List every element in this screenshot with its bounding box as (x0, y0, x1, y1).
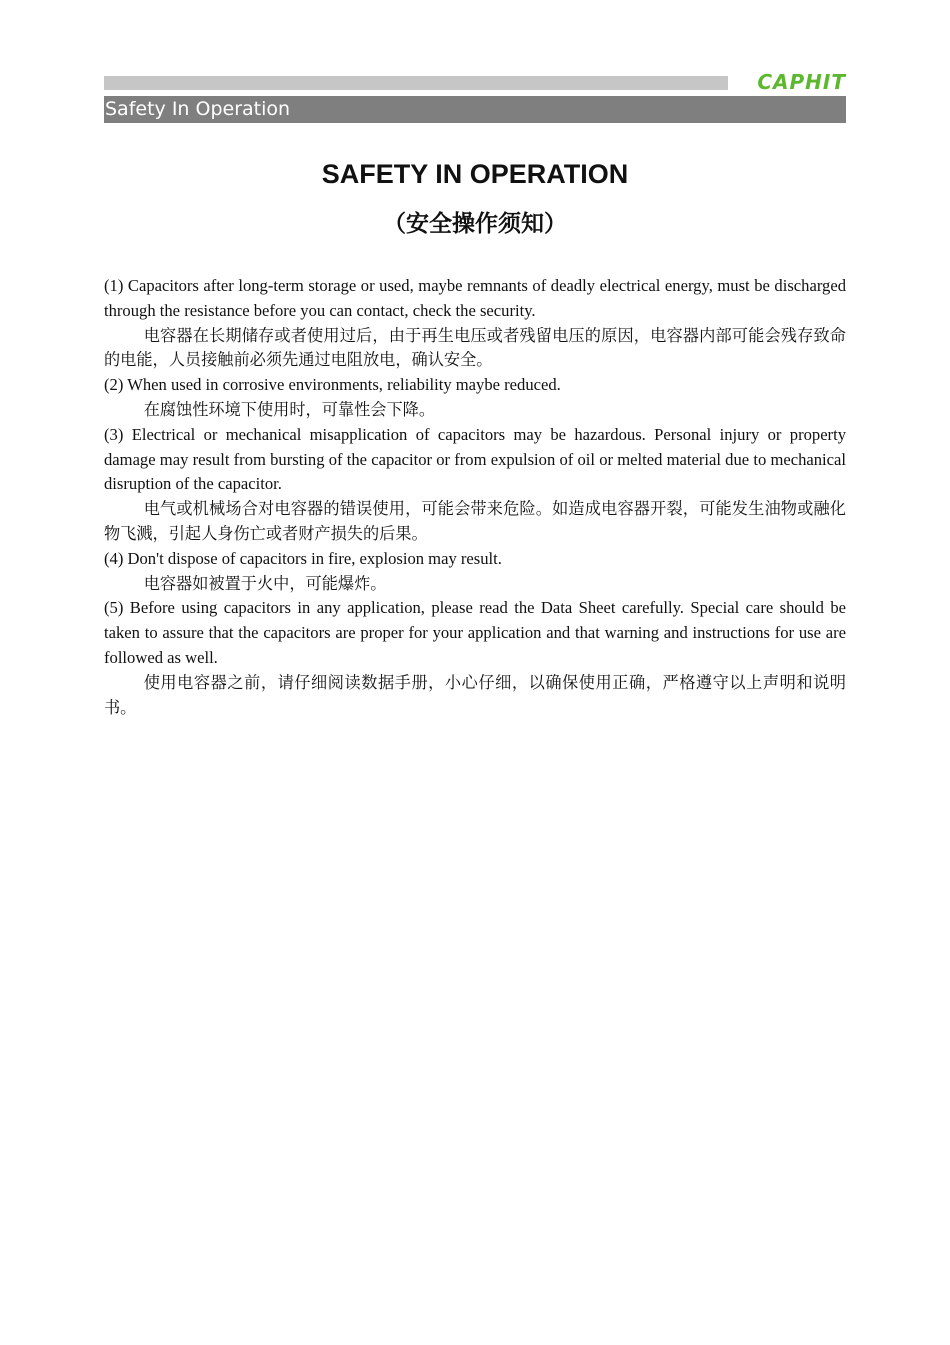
item-4-cn: 电容器如被置于火中，可能爆炸。 (143, 573, 387, 593)
item-3-en: (3) Electrical or mechanical misapplication of capacitors may be hazardous. Personal injury or property damage may result from bursting of the capacitor or from expulsion of oil or melted material due to mechanical disruption of the capacitor. (104, 424, 846, 494)
page-title: SAFETY IN OPERATION (321, 159, 629, 189)
item-5-en: (5) Before using capacitors in any application, please read the Data Sheet carefully. Special care should be taken to assure that the capacitors are proper for your application and that warning and instructions for use are followed as well. (104, 598, 846, 667)
safety-content (104, 274, 846, 720)
caphit-logo: CAPHIT (757, 70, 846, 94)
item-5-cn: 使用电容器之前，请仔细阅读数据手册，小心仔细，以确保使用正确，严格遵守以上声明和说明书。 (104, 672, 846, 717)
page-subtitle: （安全操作须知） (383, 211, 567, 237)
item-3-cn: 电气或机械场合对电容器的错误使用，可能会带来危险。如造成电容器开裂，可能发生油物或融化物飞溅，引起人身伤亡或者财产损失的后果。 (104, 499, 846, 543)
item-4-en: (4) Don't dispose of capacitors in fire, explosion may result. (104, 548, 502, 568)
header-rule (104, 76, 728, 90)
item-2-cn: 在腐蚀性环境下使用时，可靠性会下降。 (143, 399, 436, 419)
item-1-en: (1) Capacitors after long-term storage or used, maybe remnants of deadly electrical energy, must be discharged through the resistance before you can contact, check the security. (104, 276, 846, 320)
item-1-cn: 电容器在长期储存或者使用过后，由于再生电压或者残留电压的原因，电容器内部可能会残存致命的电能，人员接触前必须先通过电阻放电，确认安全。 (104, 325, 846, 370)
section-header-bar: Safety In Operation (104, 96, 846, 123)
item-2-en: (2) When used in corrosive environments, reliability maybe reduced. (104, 375, 561, 395)
